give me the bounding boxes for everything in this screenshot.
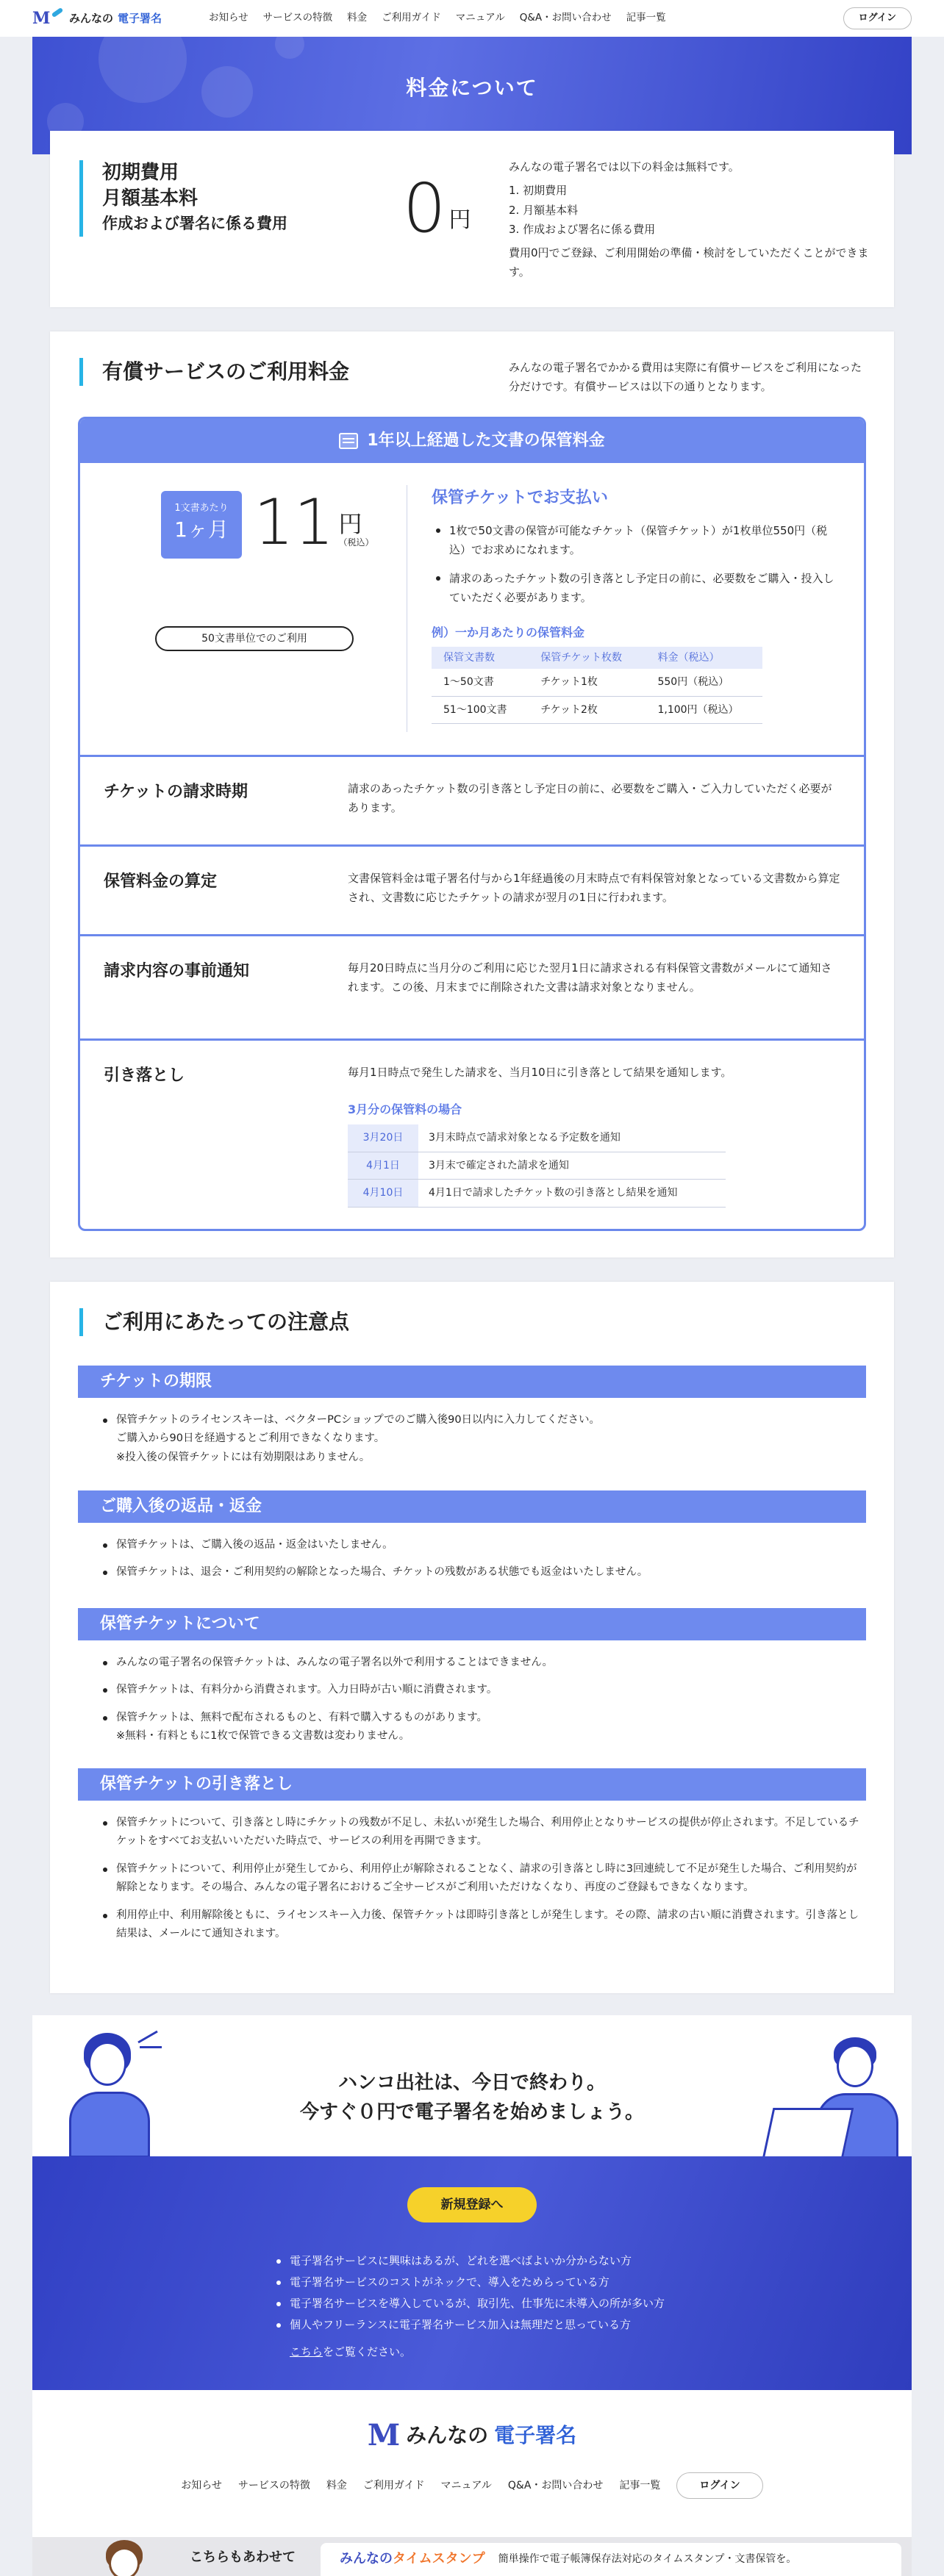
fee-row-advance-notice [80,936,864,1041]
free-list-item: 2. 月額基本料 [509,203,579,217]
cta-line1: ハンコ出社は、今日で終わり。 [337,2072,606,2094]
free-description [509,157,869,282]
notice-item: 保管チケットのライセンスキーは、ベクターPCショップでのご購入後90日以内に入力してください。 ご購入から90日を経過するとご利用できなくなります。 ※投入後の保管チケットには有効期限はありません。 [101,1411,866,1467]
badge-small-text: 1文書あたり [174,503,229,514]
logo-mark-icon: M [367,2418,401,2453]
document-stack-icon [339,433,358,449]
notice-debit [78,1768,866,1952]
footer-login-button[interactable]: ログイン [676,2472,762,2499]
man-laptop-illustration [768,2037,907,2156]
cta-line2: 今すぐ０円で電子署名を始めましょう。 [299,2101,644,2124]
notice-item: 保管チケットについて、引き落とし時にチケットの残数が不足し、未払いが発生した場合、利用停止となりサービスの提供が停止されます。不足しているチケットをすべてお支払いいただいた時点で、サービスの利用を再開できます。 [101,1814,866,1851]
also-label: こちらもあわせて [190,2550,296,2565]
notice-item: 保管チケットは、無料で配布されるものと、有料で購入するものがあります。 ※無料・有料ともに1枚で保管できる文書数は変わりません。 [101,1709,866,1746]
footer-nav-faq[interactable]: Q&A・お問い合わせ [507,2480,604,2491]
notes-card [50,1282,894,1993]
per-document-badge [161,491,242,559]
table-cell: 51〜100文書 [432,696,529,723]
free-items-heading [79,160,287,237]
nav-features[interactable]: サービスの特徴 [262,12,333,24]
fee-row-body: 文書保管料金は電子署名付与から1年経過後の月末時点で有料保管対象となっている文書数から算定され、文書数に応じたチケットの請求が翌月の1日に行われます。 [348,872,840,905]
notice-heading: 保管チケットの引き落とし [78,1768,866,1801]
example-header: 保管文書数 [432,647,529,669]
table-cell: チケット1枚 [529,669,646,696]
badge-large-text: 1ヶ月 [174,517,229,542]
notice-item: 保管チケットは、ご購入後の返品・返金はいたしません。 [101,1536,866,1554]
ticket-payment [432,485,843,724]
free-item-initial: 初期費用 [102,162,179,184]
footer-nav-news[interactable]: お知らせ [181,2480,222,2491]
schedule-desc: 3月末で確定された請求を通知 [418,1152,726,1180]
free-price-value: 0 [403,169,446,248]
example-title: 例）一か月あたりの保管料金 [432,625,585,640]
fee-row-label: 保管料金の算定 [104,872,218,891]
fee-row-body: 請求のあったチケット数の引き落とし予定日の前に、必要数をご購入・ご入力していただく必要があります。 [348,782,832,815]
ticket-payment-title: 保管チケットでお支払い [432,489,609,507]
table-cell: チケット2枚 [529,696,646,723]
free-note: 費用0円でご登録、ご利用開始の準備・検討をしていただくことができます。 [509,246,869,279]
unit-pill: 50文書単位でのご利用 [155,626,354,651]
paid-section-title: 有償サービスのご利用料金 [79,358,349,386]
ticket-point: 請求のあったチケット数の引き落とし予定日の前に、必要数をご購入・投入していただく必要があります。 [432,569,843,608]
footer-logo-text-b: 電子署名 [494,2422,577,2447]
details-link[interactable]: こちら [290,2345,323,2358]
schedule-desc: 4月1日で請求したチケット数の引き落とし結果を通知 [418,1180,726,1208]
nav-manual[interactable]: マニュアル [455,12,505,24]
signup-button[interactable]: 新規登録へ [407,2187,537,2222]
cta-target-list [275,2250,665,2336]
site-logo[interactable] [32,9,162,28]
schedule-date: 4月10日 [348,1180,418,1208]
nav-news[interactable]: お知らせ [209,12,248,24]
page-title: 料金について [406,76,538,100]
storage-price-value: 11 [254,486,335,559]
site-header [0,0,944,37]
notice-heading: チケットの期限 [78,1366,866,1398]
fee-row-label: 請求内容の事前通知 [104,962,250,980]
table-row [432,669,762,696]
timestamp-logo [340,2549,485,2570]
site-footer [32,2390,912,2537]
list-item: 個人やフリーランスに電子署名サービス加入は無理だと思っている方 [275,2314,665,2336]
table-cell: 550円（税込） [646,669,762,696]
logo-mark-icon: M [32,9,65,28]
notice-item: 保管チケットについて、利用停止が発生してから、利用停止が解除されることなく、請求の引き落とし時に3回連続して不足が発生した場合、ご利用契約が解除となります。その場合、みんなの電子署名におけるご全サービスがご利用いただけなくなり、再度のご登録もできなくなります。 [101,1860,866,1898]
storage-price-unit: 円 [338,509,362,538]
notice-refund [78,1490,866,1591]
storage-fee-summary [80,463,864,757]
fee-row-body: 毎月1日時点で発生した請求を、当月10日に引き落として結果を通知します。 [348,1066,732,1079]
schedule-date: 4月1日 [348,1152,418,1180]
table-cell: 1,100円（税込） [646,696,762,723]
free-item-monthly: 月額基本料 [102,187,199,210]
schedule-desc: 3月末時点で請求対象となる予定数を通知 [418,1124,726,1152]
storage-price [254,486,374,559]
free-list-item: 1. 初期費用 [509,184,568,198]
cta-link-suffix: をご覧ください。 [323,2345,412,2358]
notice-item: 保管チケットは、有料分から消費されます。入力日時が古い順に消費されます。 [101,1681,866,1699]
woman-pointing-illustration [91,2540,157,2576]
schedule-table [348,1124,726,1208]
table-row [348,1124,726,1152]
free-item-signing: 作成および署名に係る費用 [102,215,287,233]
table-row [432,696,762,723]
ts-name-a: みんなの [340,2551,393,2567]
list-item: 電子署名サービスのコストがネックで、導入をためらっている方 [275,2272,665,2293]
main-nav [209,10,666,26]
related-service-strip [32,2537,912,2576]
footer-nav-manual[interactable]: マニュアル [440,2480,492,2491]
table-row [348,1152,726,1180]
paid-intro: みんなの電子署名でかかる費用は実際に有償サービスをご利用になった分だけです。有償サービスは以下の通りとなります。 [509,361,862,394]
footer-nav-features[interactable]: サービスの特徴 [237,2480,310,2491]
example-header: 保管チケット枚数 [529,647,646,669]
fee-row-body: 毎月20日時点に当月分のご利用に応じた翌月1日に請求される有料保管文書数がメールにて通知されます。この後、月末までに削除された文書は請求対象となりません。 [348,961,832,994]
footer-logo[interactable] [32,2412,912,2459]
footer-nav-guide[interactable]: ご利用ガイド [362,2480,425,2491]
nav-faq[interactable]: Q&A・お問い合わせ [519,12,612,24]
fee-row-calculation [80,847,864,936]
notice-ticket-expiry [78,1366,866,1476]
free-desc-text: みんなの電子署名では以下の料金は無料です。 [509,160,740,173]
fee-row-debit [80,1041,864,1231]
notice-item: 利用停止中、利用解除後ともに、ライセンスキー入力後、保管チケットは即時引き落としが発生します。その際、請求の古い順に消費されます。引き落とし結果は、メールにて通知されます。 [101,1906,866,1944]
free-price [403,169,471,248]
ticket-point: 1枚で50文書の保管が可能なチケット（保管チケット）が1枚単位550円（税込）でお求めになれます。 [432,521,843,560]
cta-banner [32,2015,912,2156]
table-cell: 1〜50文書 [432,669,529,696]
cta-signup-section [32,2156,912,2390]
free-price-unit: 円 [448,207,471,233]
timestamp-banner[interactable] [321,2543,901,2576]
fee-row-label: チケットの請求時期 [104,783,248,801]
footer-nav-articles[interactable]: 記事一覧 [619,2480,661,2491]
login-button[interactable]: ログイン [843,7,912,30]
schedule-title: 3月分の保管料の場合 [348,1102,462,1117]
example-table [432,647,762,724]
logo-text-b: 電子署名 [118,12,162,25]
nav-guide[interactable]: ご利用ガイド [382,12,441,24]
list-item: 電子署名サービスを導入しているが、取引先、仕事先に未導入の所が多い方 [275,2293,665,2314]
notes-section-title: ご利用にあたっての注意点 [79,1308,349,1336]
footer-nav [32,2472,912,2499]
footer-nav-pricing[interactable]: 料金 [326,2480,347,2491]
notice-item: 保管チケットは、退会・ご利用契約の解除となった場合、チケットの残数がある状態でも返金はいたしません。 [101,1563,866,1582]
table-row [348,1180,726,1208]
nav-articles[interactable]: 記事一覧 [626,12,666,24]
footer-logo-text-a: みんなの [406,2422,489,2447]
free-items-card [50,131,894,307]
storage-fee-header [80,419,864,463]
notice-heading: ご購入後の返品・返金 [78,1490,866,1523]
fee-row-billing-timing [80,757,864,847]
example-header: 料金（税込） [646,647,762,669]
storage-price-tax: （税込） [338,537,374,548]
timestamp-desc: 簡単操作で電子帳簿保存法対応のタイムスタンプ・文書保管を。 [498,2553,797,2566]
logo-text-a: みんなの [69,12,114,25]
list-item: 電子署名サービスに興味はあるが、どれを選べばよいか分からない方 [275,2250,665,2272]
storage-fee-box [78,417,866,1231]
notice-item: みんなの電子署名の保管チケットは、みんなの電子署名以外で利用することはできません。 [101,1654,866,1672]
notice-storage-ticket [78,1608,866,1755]
free-list-item: 3. 作成および署名に係る費用 [509,222,656,236]
paid-services-card [50,331,894,1257]
storage-fee-title: 1年以上経過した文書の保管料金 [367,431,605,451]
nav-pricing[interactable]: 料金 [347,12,368,24]
fee-row-label: 引き落とし [104,1066,185,1085]
schedule-date: 3月20日 [348,1124,418,1152]
cta-link-line [275,2343,411,2361]
ts-name-b: タイムスタンプ [393,2551,485,2567]
notice-heading: 保管チケットについて [78,1608,866,1640]
